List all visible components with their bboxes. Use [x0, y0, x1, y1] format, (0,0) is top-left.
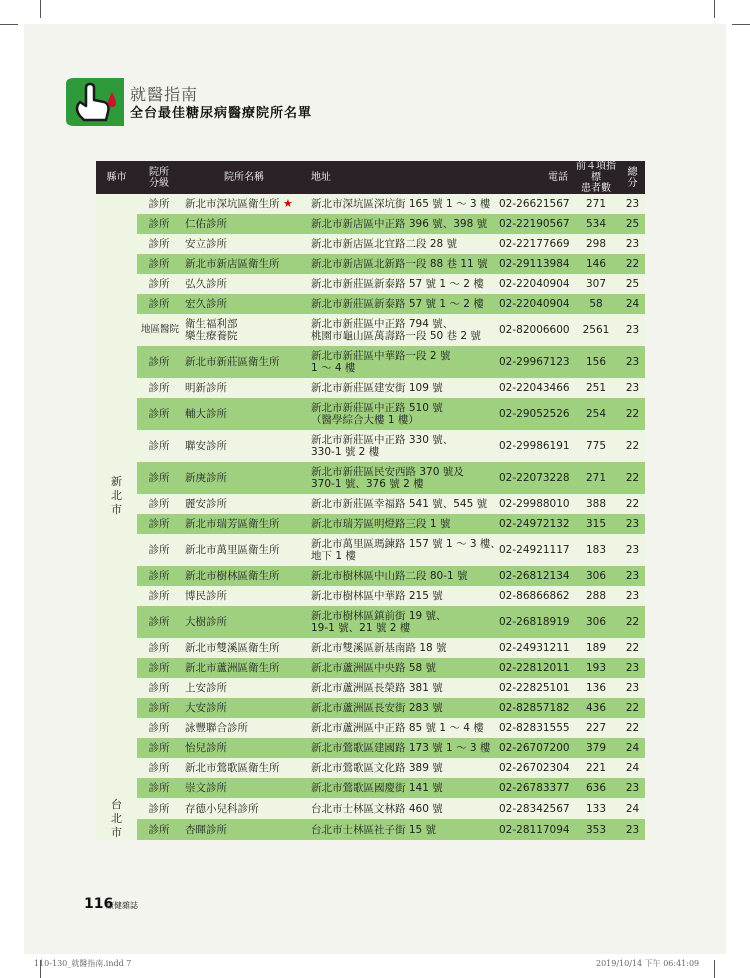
phone-cell: 02-22190567: [495, 214, 572, 234]
phone-cell: 02-29967123: [495, 346, 572, 378]
phone-cell: 02-26702304: [495, 758, 572, 778]
score-cell: 23: [620, 234, 645, 254]
patients-cell: 193: [572, 658, 620, 678]
name-cell: [181, 234, 307, 254]
page-title: 全台最佳糖尿病醫療院所名單: [130, 106, 313, 121]
table-row: [96, 798, 645, 819]
phone-cell: 02-29052526: [495, 398, 572, 430]
publication-name: 康健雜誌: [106, 901, 138, 910]
table-row: [96, 314, 645, 346]
score-cell: 23: [620, 586, 645, 606]
name-cell: [181, 274, 307, 294]
score-cell: 22: [620, 638, 645, 658]
table-row: [96, 819, 645, 840]
address-cell: 新北市新莊區民安西路 370 號及 370-1 號、376 號 2 樓: [307, 462, 495, 494]
clinic-name: 新北市瑞芳區衛生所: [185, 518, 280, 530]
address-cell: 新北市新莊區幸福路 541 號、545 號: [307, 494, 495, 514]
level-cell: 診所: [137, 294, 181, 314]
crop-mark: [714, 960, 715, 978]
table-row: [96, 234, 645, 254]
phone-cell: 02-22812011: [495, 658, 572, 678]
table-row: [96, 678, 645, 698]
clinic-name: 安立診所: [185, 238, 227, 250]
score-cell: 24: [620, 758, 645, 778]
level-cell: 診所: [137, 778, 181, 798]
score-cell: 22: [620, 430, 645, 462]
level-cell: 診所: [137, 214, 181, 234]
crop-mark: [732, 24, 750, 25]
patients-cell: 227: [572, 718, 620, 738]
address-cell: 新北市深坑區深坑街 165 號 1 ～ 3 樓: [307, 194, 495, 214]
patients-cell: 379: [572, 738, 620, 758]
clinic-name: 崇文診所: [185, 782, 227, 794]
score-cell: 23: [620, 534, 645, 566]
score-cell: 23: [620, 678, 645, 698]
clinic-name: 新庚診所: [185, 472, 227, 484]
patients-cell: 775: [572, 430, 620, 462]
patients-cell: 254: [572, 398, 620, 430]
phone-cell: 02-29113984: [495, 254, 572, 274]
clinic-name: 新北市雙溪區衛生所: [185, 642, 280, 654]
patients-cell: 221: [572, 758, 620, 778]
clinic-name: 新北市鶯歌區衛生所: [185, 762, 280, 774]
clinic-name: 新北市新莊區衛生所: [185, 356, 280, 368]
table-row: [96, 658, 645, 678]
clinic-name: 博民診所: [185, 590, 227, 602]
phone-cell: 02-24931211: [495, 638, 572, 658]
phone-cell: 02-22040904: [495, 274, 572, 294]
name-cell: [181, 566, 307, 586]
score-cell: 22: [620, 606, 645, 638]
clinic-name: 仁佑診所: [185, 218, 227, 230]
address-cell: 新北市萬里區瑪鍊路 157 號 1 ～ 3 樓、 地下 1 樓: [307, 534, 495, 566]
crop-mark: [40, 0, 41, 18]
name-cell: [181, 534, 307, 566]
address-cell: 新北市樹林區鎮前街 19 號、 19-1 號、21 號 2 樓: [307, 606, 495, 638]
score-cell: 23: [620, 819, 645, 840]
patients-cell: 251: [572, 378, 620, 398]
patients-cell: 534: [572, 214, 620, 234]
address-cell: 新北市新店區北新路一段 88 巷 11 號: [307, 254, 495, 274]
table-row: [96, 566, 645, 586]
level-cell: 診所: [137, 798, 181, 819]
address-cell: 新北市雙溪區新基南路 18 號: [307, 638, 495, 658]
patients-cell: 271: [572, 462, 620, 494]
name-cell: [181, 294, 307, 314]
table-row: [96, 586, 645, 606]
address-cell: 新北市新莊區建安街 109 號: [307, 378, 495, 398]
table-row: [96, 254, 645, 274]
level-cell: 診所: [137, 430, 181, 462]
table-row: [96, 462, 645, 494]
header-col-name: 院所名稱: [181, 161, 307, 194]
clinic-name: 麗安診所: [185, 498, 227, 510]
patients-cell: 298: [572, 234, 620, 254]
patients-cell: 133: [572, 798, 620, 819]
table-row: [96, 718, 645, 738]
patients-cell: 306: [572, 566, 620, 586]
address-cell: 新北市樹林區中山路二段 80-1 號: [307, 566, 495, 586]
clinic-table: [96, 161, 645, 840]
level-cell: 診所: [137, 738, 181, 758]
name-cell: [181, 398, 307, 430]
patients-cell: 189: [572, 638, 620, 658]
address-cell: 新北市鶯歌區國慶街 141 號: [307, 778, 495, 798]
score-cell: 22: [620, 462, 645, 494]
score-cell: 24: [620, 294, 645, 314]
level-cell: 診所: [137, 378, 181, 398]
address-cell: 新北市蘆洲區中央路 58 號: [307, 658, 495, 678]
phone-cell: 02-22040904: [495, 294, 572, 314]
name-cell: [181, 494, 307, 514]
score-cell: 25: [620, 214, 645, 234]
phone-cell: 02-29986191: [495, 430, 572, 462]
name-cell: [181, 698, 307, 718]
table-row: [96, 214, 645, 234]
phone-cell: 02-24972132: [495, 514, 572, 534]
patients-cell: 353: [572, 819, 620, 840]
table-row: [96, 398, 645, 430]
score-cell: 23: [620, 378, 645, 398]
level-cell: 診所: [137, 658, 181, 678]
level-cell: 診所: [137, 398, 181, 430]
phone-cell: 02-22825101: [495, 678, 572, 698]
patients-cell: 146: [572, 254, 620, 274]
level-cell: 診所: [137, 678, 181, 698]
score-cell: 23: [620, 514, 645, 534]
name-cell: [181, 586, 307, 606]
name-cell: [181, 346, 307, 378]
address-cell: 新北市新店區中正路 396 號、398 號: [307, 214, 495, 234]
name-cell: [181, 462, 307, 494]
phone-cell: 02-22073228: [495, 462, 572, 494]
clinic-name: 大安診所: [185, 702, 227, 714]
header-col-score: 總分: [620, 161, 645, 194]
level-cell: 診所: [137, 819, 181, 840]
clinic-name: 新北市萬里區衛生所: [185, 544, 280, 556]
table-row: [96, 274, 645, 294]
level-cell: 診所: [137, 638, 181, 658]
patients-cell: 436: [572, 698, 620, 718]
address-cell: 新北市新店區北宜路二段 28 號: [307, 234, 495, 254]
table-row: [96, 606, 645, 638]
score-cell: 22: [620, 398, 645, 430]
clinic-name: 明新診所: [185, 382, 227, 394]
header-col-level: 院所 分級: [137, 161, 181, 194]
table-row: [96, 430, 645, 462]
address-cell: 新北市鶯歌區文化路 389 號: [307, 758, 495, 778]
clinic-name: 新北市蘆洲區衛生所: [185, 662, 280, 674]
name-cell: [181, 798, 307, 819]
patients-cell: 136: [572, 678, 620, 698]
header-col-address: 地址: [307, 161, 495, 194]
phone-cell: 02-22177669: [495, 234, 572, 254]
level-cell: 診所: [137, 718, 181, 738]
patients-cell: 288: [572, 586, 620, 606]
table-row: [96, 738, 645, 758]
star-icon: ★: [279, 197, 293, 210]
name-cell: [181, 819, 307, 840]
print-slug-date: 2019/10/14 下午 06:41:09: [596, 959, 700, 968]
clinic-name: 聯安診所: [185, 440, 227, 452]
finger-touch-icon: [66, 78, 124, 126]
patients-cell: 388: [572, 494, 620, 514]
name-cell: [181, 758, 307, 778]
score-cell: 22: [620, 718, 645, 738]
address-cell: 新北市新莊區新泰路 57 號 1 ～ 2 樓: [307, 294, 495, 314]
table-row: [96, 494, 645, 514]
name-cell: [181, 778, 307, 798]
name-cell: [181, 658, 307, 678]
table-row: [96, 758, 645, 778]
level-cell: 診所: [137, 494, 181, 514]
phone-cell: 02-26783377: [495, 778, 572, 798]
clinic-name: 存德小兒科診所: [185, 802, 259, 815]
city-cell: 新 北 市: [96, 194, 137, 798]
level-cell: 診所: [137, 566, 181, 586]
phone-cell: 02-28117094: [495, 819, 572, 840]
header-col-city: 縣市: [96, 161, 137, 194]
name-cell: [181, 738, 307, 758]
phone-cell: 02-82006600: [495, 314, 572, 346]
level-cell: 診所: [137, 534, 181, 566]
clinic-name: 衛生福利部 樂生療養院: [185, 318, 238, 342]
level-cell: 診所: [137, 758, 181, 778]
table-row: [96, 194, 645, 214]
phone-cell: 02-26812134: [495, 566, 572, 586]
header-col-patients: 前４項指標 患者數: [572, 161, 620, 194]
clinic-name: 上安診所: [185, 682, 227, 694]
score-cell: 22: [620, 494, 645, 514]
clinic-name: 新北市深坑區衛生所: [185, 198, 280, 210]
table-row: [96, 698, 645, 718]
table-row: [96, 638, 645, 658]
address-cell: 台北市士林區社子街 15 號: [307, 819, 495, 840]
score-cell: 24: [620, 738, 645, 758]
header-col-phone: 電話: [495, 161, 572, 194]
score-cell: 22: [620, 698, 645, 718]
clinic-name: 大樹診所: [185, 616, 227, 628]
page-number: 116: [84, 896, 114, 912]
address-cell: 新北市新莊區中華路一段 2 號 1 ～ 4 樓: [307, 346, 495, 378]
name-cell: [181, 638, 307, 658]
score-cell: 23: [620, 314, 645, 346]
table-row: [96, 346, 645, 378]
phone-cell: 02-82857182: [495, 698, 572, 718]
crop-mark: [714, 0, 715, 18]
score-cell: 23: [620, 566, 645, 586]
level-cell: 診所: [137, 274, 181, 294]
level-cell: 診所: [137, 606, 181, 638]
table-row: [96, 778, 645, 798]
patients-cell: 58: [572, 294, 620, 314]
score-cell: 25: [620, 274, 645, 294]
level-cell: 診所: [137, 254, 181, 274]
section-label: 就醫指南: [130, 85, 199, 104]
level-cell: 地區醫院: [137, 314, 181, 346]
score-cell: 23: [620, 778, 645, 798]
level-cell: 診所: [137, 346, 181, 378]
name-cell: [181, 430, 307, 462]
name-cell: [181, 378, 307, 398]
clinic-name: 新北市樹林區衛生所: [185, 570, 280, 582]
address-cell: 新北市蘆洲區長安街 283 號: [307, 698, 495, 718]
patients-cell: 636: [572, 778, 620, 798]
phone-cell: 02-29988010: [495, 494, 572, 514]
clinic-name: 杏暉診所: [185, 823, 227, 836]
address-cell: 新北市新莊區中正路 330 號、 330-1 號 2 樓: [307, 430, 495, 462]
address-cell: 新北市鶯歌區建國路 173 號 1 ～ 3 樓: [307, 738, 495, 758]
name-cell: [181, 606, 307, 638]
phone-cell: 02-24921117: [495, 534, 572, 566]
phone-cell: 02-26707200: [495, 738, 572, 758]
name-cell: [181, 194, 307, 214]
table-header-row: [96, 161, 645, 194]
print-slug-file: 110-130_就醫指南.indd 7: [34, 959, 132, 968]
patients-cell: 306: [572, 606, 620, 638]
name-cell: [181, 214, 307, 234]
patients-cell: 156: [572, 346, 620, 378]
score-cell: 22: [620, 254, 645, 274]
level-cell: 診所: [137, 194, 181, 214]
clinic-name: 宏久診所: [185, 298, 227, 310]
name-cell: [181, 254, 307, 274]
level-cell: 診所: [137, 234, 181, 254]
name-cell: [181, 514, 307, 534]
table-row: [96, 294, 645, 314]
score-cell: 23: [620, 346, 645, 378]
phone-cell: 02-26621567: [495, 194, 572, 214]
address-cell: 新北市新莊區新泰路 57 號 1 ～ 2 樓: [307, 274, 495, 294]
patients-cell: 2561: [572, 314, 620, 346]
name-cell: [181, 678, 307, 698]
phone-cell: 02-28342567: [495, 798, 572, 819]
table-row: [96, 534, 645, 566]
name-cell: [181, 718, 307, 738]
address-cell: 新北市新莊區中正路 794 號、 桃園市龜山區萬壽路一段 50 巷 2 號: [307, 314, 495, 346]
score-cell: 23: [620, 658, 645, 678]
phone-cell: 02-26818919: [495, 606, 572, 638]
clinic-name: 新北市新店區衛生所: [185, 258, 280, 270]
level-cell: 診所: [137, 514, 181, 534]
clinic-name: 怡兒診所: [185, 742, 227, 754]
score-cell: 23: [620, 194, 645, 214]
level-cell: 診所: [137, 462, 181, 494]
address-cell: 新北市蘆洲區中正路 85 號 1 ～ 4 樓: [307, 718, 495, 738]
address-cell: 新北市樹林區中華路 215 號: [307, 586, 495, 606]
level-cell: 診所: [137, 586, 181, 606]
phone-cell: 02-86866862: [495, 586, 572, 606]
name-cell: [181, 314, 307, 346]
phone-cell: 02-82831555: [495, 718, 572, 738]
address-cell: 新北市蘆洲區長榮路 381 號: [307, 678, 495, 698]
score-cell: 24: [620, 798, 645, 819]
city-cell: 台 北 市: [96, 798, 137, 840]
patients-cell: 271: [572, 194, 620, 214]
crop-mark: [0, 24, 18, 25]
address-cell: 新北市瑞芳區明燈路三段 1 號: [307, 514, 495, 534]
table-row: [96, 514, 645, 534]
patients-cell: 183: [572, 534, 620, 566]
patients-cell: 315: [572, 514, 620, 534]
patients-cell: 307: [572, 274, 620, 294]
level-cell: 診所: [137, 698, 181, 718]
address-cell: 新北市新莊區中正路 510 號 （醫學綜合大樓 1 樓）: [307, 398, 495, 430]
table-row: [96, 378, 645, 398]
clinic-name: 輔大診所: [185, 408, 227, 420]
address-cell: 台北市士林區文林路 460 號: [307, 798, 495, 819]
clinic-name: 弘久診所: [185, 278, 227, 290]
clinic-name: 詠豐聯合診所: [185, 722, 248, 734]
phone-cell: 02-22043466: [495, 378, 572, 398]
